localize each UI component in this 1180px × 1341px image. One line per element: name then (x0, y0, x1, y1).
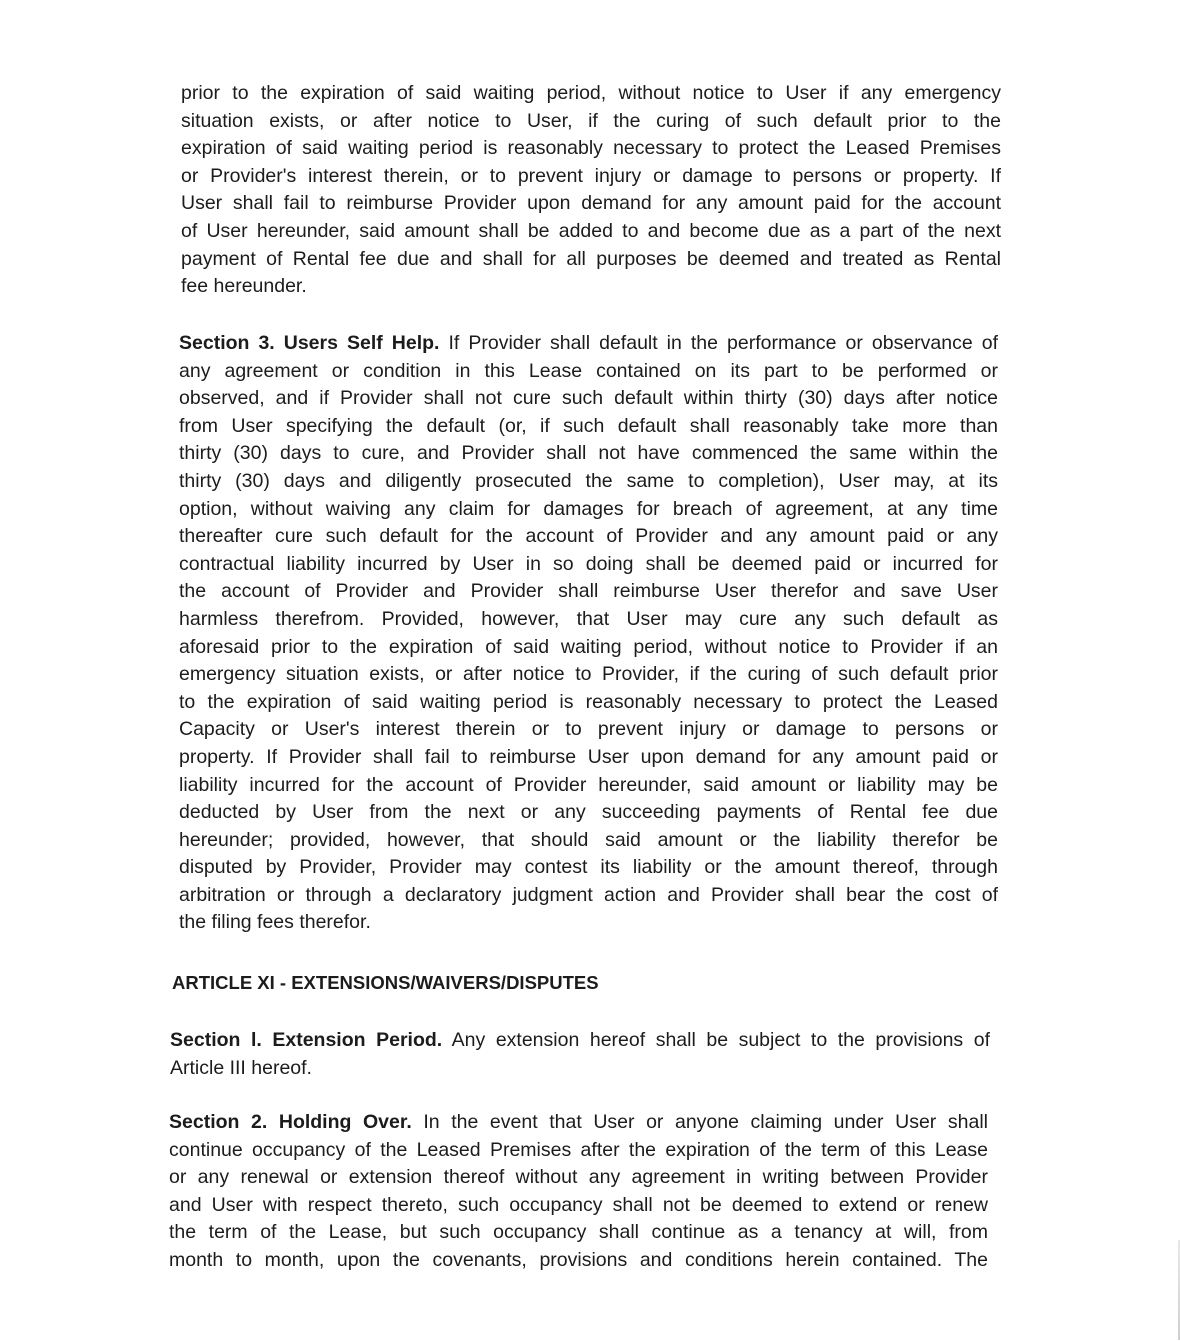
text-line: harmless therefrom. Provided, however, that User may cure any such default as (179, 607, 998, 630)
text-line: thirty (30) days to cure, and Provider shall not have commenced the same within the (179, 442, 998, 465)
text-line: Capacity or User's interest therein or to prevent injury or damage to persons or (179, 718, 998, 741)
text-line: deducted by User from the next or any succeeding payments of Rental fee due (179, 801, 998, 824)
text-line: observed, and if Provider shall not cure such default within thirty (30) days after notice (179, 387, 998, 410)
section-2-holding-over (169, 1109, 988, 1275)
text-line: property. If Provider shall fail to reimburse User upon demand for any amount paid or (179, 745, 998, 768)
text-line: option, without waiving any claim for damages for breach of agreement, at any time (179, 497, 998, 520)
text-line: hereunder; provided, however, that should said amount or the liability therefor be (179, 828, 998, 851)
section-1-first-line-text: Any extension hereof shall be subject to the provisions of (442, 1029, 990, 1051)
text-line: prior to the expiration of said waiting period, without notice to User if any emergency (181, 82, 1001, 104)
section-3-first-line-text: If Provider shall default in the performance or observance of (439, 332, 998, 354)
text-line: the account of Provider and Provider shall reimburse User therefor and save User (179, 580, 998, 603)
text-line: fee hereunder. (181, 275, 307, 298)
text-line: thirty (30) days and diligently prosecuted the same to completion), User may, at its (179, 469, 998, 492)
text-line: the term of the Lease, but such occupancy shall continue as a tenancy at will, from (169, 1221, 988, 1244)
section-2-first-line (169, 1109, 988, 1137)
continuation-paragraph (181, 80, 1001, 301)
section-1-heading: Section l. Extension Period. (170, 1029, 443, 1051)
article-xi-heading: ARTICLE XI - EXTENSIONS/WAIVERS/DISPUTES (172, 972, 599, 993)
text-line: disputed by Provider, Provider may contest its liability or the amount thereof, through (179, 856, 998, 879)
text-line: from User specifying the default (or, if such default shall reasonably take more than (179, 414, 998, 437)
text-line: the filing fees therefor. (179, 911, 371, 934)
text-line: to the expiration of said waiting period is reasonably necessary to protect the Leased (179, 690, 998, 713)
section-3-heading: Section 3. Users Self Help. (179, 332, 440, 354)
text-line: emergency situation exists, or after notice to Provider, if the curing of such default prior (179, 663, 998, 686)
text-line: thereafter cure such default for the account of Provider and any amount paid or any (179, 525, 998, 548)
text-line: of User hereunder, said amount shall be added to and become due as a part of the next (181, 219, 1001, 242)
section-2-heading: Section 2. Holding Over. (169, 1111, 412, 1133)
text-line: month to month, upon the covenants, provisions and conditions herein contained. The (169, 1248, 988, 1271)
section-3-users-self-help (179, 330, 998, 937)
text-line: situation exists, or after notice to User, if the curing of such default prior to the (181, 109, 1001, 132)
section-1-extension-period (170, 1027, 990, 1082)
text-line: arbitration or through a declaratory judgment action and Provider shall bear the cost of (179, 883, 998, 906)
text-line: or Provider's interest therein, or to prevent injury or damage to persons or property. If (181, 164, 1001, 187)
section-3-first-line (179, 330, 998, 358)
text-line: continue occupancy of the Leased Premises after the expiration of the term of this Lease (169, 1138, 988, 1161)
text-line: User shall fail to reimburse Provider upon demand for any amount paid for the account (181, 192, 1001, 215)
text-line: Article III hereof. (170, 1056, 312, 1079)
text-line: aforesaid prior to the expiration of said waiting period, without notice to Provider if an (179, 635, 998, 658)
text-line: liability incurred for the account of Provider hereunder, said amount or liability may be (179, 773, 998, 796)
text-line: or any renewal or extension thereof without any agreement in writing between Provider (169, 1166, 988, 1189)
text-line: any agreement or condition in this Lease contained on its part to be performed or (179, 359, 998, 382)
text-line: expiration of said waiting period is reasonably necessary to protect the Leased Premises (181, 137, 1001, 160)
section-2-first-line-text: In the event that User or anyone claiming under User shall (411, 1111, 988, 1133)
text-line: payment of Rental fee due and shall for all purposes be deemed and treated as Rental (181, 247, 1001, 270)
text-line: and User with respect thereto, such occupancy shall not be deemed to extend or renew (169, 1193, 988, 1216)
text-line: contractual liability incurred by User in so doing shall be deemed paid or incurred for (179, 552, 998, 575)
section-1-first-line (170, 1027, 990, 1055)
